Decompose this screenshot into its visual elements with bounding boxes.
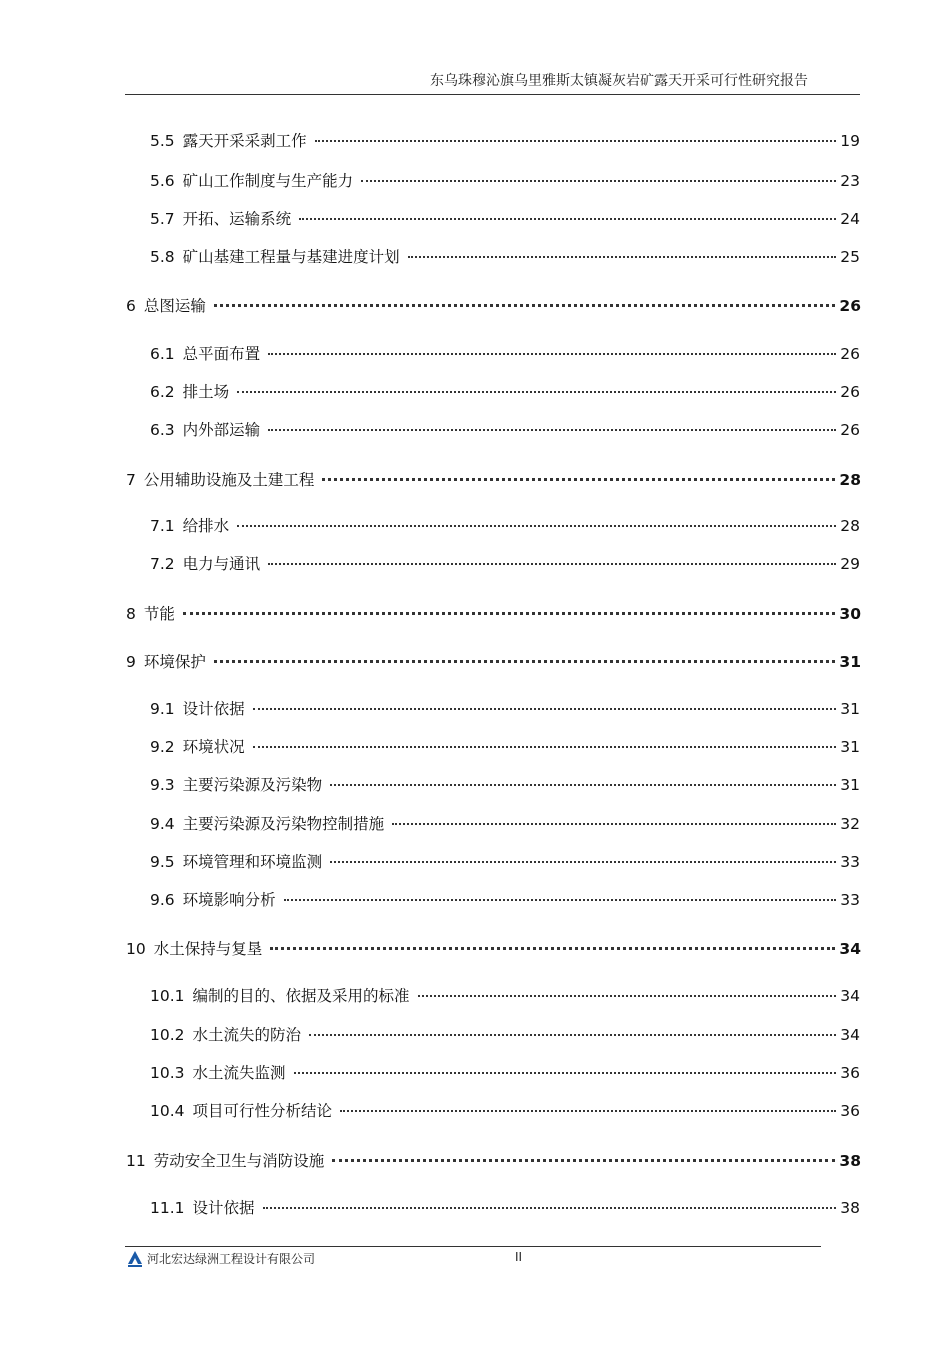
toc-entry-page: 31 <box>839 652 861 671</box>
toc-entry-page: 23 <box>840 171 860 190</box>
toc-entry-label: 矿山基建工程量与基建进度计划 <box>182 247 400 266</box>
toc-entry-number: 7.1 <box>150 516 175 535</box>
toc-dot-leader <box>268 547 836 565</box>
toc-entry-number: 7.2 <box>150 554 175 573</box>
toc-entry-page: 34 <box>840 1025 860 1044</box>
toc-chapter-entry[interactable] <box>126 292 861 316</box>
toc-section-entry[interactable] <box>150 341 860 364</box>
toc-entry-number: 9.2 <box>150 737 175 756</box>
toc-entry-number: 6.3 <box>150 420 175 439</box>
toc-dot-leader <box>253 692 837 710</box>
toc-section-entry[interactable] <box>150 206 860 229</box>
toc-entry-number: 9.5 <box>150 852 175 871</box>
toc-dot-leader <box>270 931 835 950</box>
toc-section-entry[interactable] <box>150 811 860 834</box>
toc-entry-page: 38 <box>839 1151 861 1170</box>
toc-section-entry[interactable] <box>150 1195 860 1218</box>
toc-entry-label: 电力与通讯 <box>182 554 261 573</box>
toc-entry-page: 38 <box>840 1198 860 1217</box>
toc-entry-page: 33 <box>840 890 860 909</box>
toc-entry-number: 10.4 <box>150 1101 185 1120</box>
toc-entry-page: 26 <box>839 296 861 315</box>
toc-dot-leader <box>315 124 837 142</box>
toc-entry-label: 水土流失监测 <box>192 1063 286 1082</box>
toc-entry-label: 设计依据 <box>192 1198 255 1217</box>
toc-dot-leader <box>392 807 836 825</box>
toc-entry-page: 30 <box>839 604 861 623</box>
toc-entry-label: 公用辅助设施及土建工程 <box>143 470 315 489</box>
toc-entry-page: 31 <box>840 737 860 756</box>
toc-entry-page: 26 <box>840 344 860 363</box>
toc-entry-number: 9.3 <box>150 775 175 794</box>
toc-dot-leader <box>332 1143 835 1162</box>
toc-entry-page: 32 <box>840 814 860 833</box>
toc-dot-leader <box>237 375 836 393</box>
toc-entry-number: 9.6 <box>150 890 175 909</box>
toc-entry-label: 露天开采采剥工作 <box>182 131 307 150</box>
toc-entry-label: 项目可行性分析结论 <box>192 1101 333 1120</box>
toc-entry-number: 8 <box>126 604 136 623</box>
toc-section-entry[interactable] <box>150 772 860 795</box>
toc-entry-label: 内外部运输 <box>182 420 261 439</box>
toc-entry-label: 开拓、运输系统 <box>182 209 292 228</box>
toc-dot-leader <box>408 240 837 258</box>
toc-entry-number: 6 <box>126 296 136 315</box>
toc-entry-label: 节能 <box>143 604 175 623</box>
toc-entry-label: 环境状况 <box>182 737 245 756</box>
toc-entry-number: 10.3 <box>150 1063 185 1082</box>
toc-dot-leader <box>214 288 836 307</box>
toc-chapter-entry[interactable] <box>126 466 861 490</box>
toc-section-entry[interactable] <box>150 244 860 267</box>
toc-entry-number: 9 <box>126 652 136 671</box>
toc-dot-leader <box>268 413 836 431</box>
toc-entry-number: 10.2 <box>150 1025 185 1044</box>
toc-dot-leader <box>330 768 836 786</box>
toc-dot-leader <box>340 1094 836 1112</box>
toc-chapter-entry[interactable] <box>126 600 861 624</box>
company-name: 河北宏达绿洲工程设计有限公司 <box>147 1252 316 1266</box>
toc-entry-label: 矿山工作制度与生产能力 <box>182 171 354 190</box>
toc-section-entry[interactable] <box>150 1098 860 1121</box>
toc-dot-leader <box>418 979 837 997</box>
toc-section-entry[interactable] <box>150 887 860 910</box>
toc-dot-leader <box>284 883 837 901</box>
footer-divider <box>125 1246 821 1247</box>
toc-dot-leader <box>330 845 836 863</box>
toc-entry-label: 劳动安全卫生与消防设施 <box>153 1151 325 1170</box>
toc-entry-page: 34 <box>840 986 860 1005</box>
toc-section-entry[interactable] <box>150 379 860 402</box>
header-divider <box>125 94 860 95</box>
toc-entry-label: 设计依据 <box>182 699 245 718</box>
company-logo-icon <box>126 1250 144 1268</box>
toc-chapter-entry[interactable] <box>126 648 861 672</box>
toc-entry-page: 19 <box>840 131 860 150</box>
toc-section-entry[interactable] <box>150 983 860 1006</box>
toc-dot-leader <box>322 462 835 481</box>
toc-entry-page: 31 <box>840 775 860 794</box>
document-title: 东乌珠穆沁旗乌里雅斯太镇凝灰岩矿露天开采可行性研究报告 <box>430 73 808 89</box>
toc-entry-number: 9.1 <box>150 699 175 718</box>
toc-dot-leader <box>263 1191 837 1209</box>
toc-entry-label: 总平面布置 <box>182 344 261 363</box>
toc-entry-page: 26 <box>840 382 860 401</box>
toc-entry-number: 5.7 <box>150 209 175 228</box>
toc-entry-number: 7 <box>126 470 136 489</box>
toc-entry-page: 33 <box>840 852 860 871</box>
toc-dot-leader <box>183 596 836 615</box>
toc-section-entry[interactable] <box>150 1060 860 1083</box>
toc-entry-label: 环境保护 <box>143 652 206 671</box>
toc-entry-page: 34 <box>839 939 861 958</box>
toc-dot-leader <box>214 644 836 663</box>
toc-section-entry[interactable] <box>150 734 860 757</box>
toc-entry-label: 环境管理和环境监测 <box>182 852 323 871</box>
toc-entry-number: 11.1 <box>150 1198 185 1217</box>
toc-entry-number: 10 <box>126 939 146 958</box>
toc-chapter-entry[interactable] <box>126 935 861 959</box>
toc-chapter-entry[interactable] <box>126 1147 861 1171</box>
toc-entry-page: 24 <box>840 209 860 228</box>
toc-entry-number: 5.6 <box>150 171 175 190</box>
toc-entry-label: 给排水 <box>182 516 230 535</box>
toc-dot-leader <box>237 509 836 527</box>
toc-entry-label: 水土流失的防治 <box>192 1025 302 1044</box>
toc-entry-page: 25 <box>840 247 860 266</box>
toc-section-entry[interactable] <box>150 168 860 191</box>
toc-entry-page: 26 <box>840 420 860 439</box>
toc-entry-number: 10.1 <box>150 986 185 1005</box>
toc-entry-number: 9.4 <box>150 814 175 833</box>
toc-entry-page: 28 <box>839 470 861 489</box>
toc-entry-number: 5.5 <box>150 131 175 150</box>
toc-entry-number: 6.2 <box>150 382 175 401</box>
toc-entry-number: 11 <box>126 1151 146 1170</box>
toc-entry-page: 31 <box>840 699 860 718</box>
toc-entry-number: 6.1 <box>150 344 175 363</box>
toc-entry-page: 28 <box>840 516 860 535</box>
toc-entry-number: 5.8 <box>150 247 175 266</box>
toc-entry-label: 水土保持与复垦 <box>153 939 263 958</box>
page-number: II <box>515 1250 523 1264</box>
toc-entry-page: 36 <box>840 1101 860 1120</box>
toc-dot-leader <box>299 202 836 220</box>
toc-dot-leader <box>309 1018 836 1036</box>
toc-section-entry[interactable] <box>150 1022 860 1045</box>
toc-entry-label: 编制的目的、依据及采用的标准 <box>192 986 410 1005</box>
toc-section-entry[interactable] <box>150 128 860 151</box>
toc-section-entry[interactable] <box>150 513 860 536</box>
toc-entry-label: 主要污染源及污染物控制措施 <box>182 814 385 833</box>
toc-entry-page: 36 <box>840 1063 860 1082</box>
toc-entry-label: 主要污染源及污染物 <box>182 775 323 794</box>
toc-entry-label: 排土场 <box>182 382 230 401</box>
toc-dot-leader <box>294 1056 837 1074</box>
toc-dot-leader <box>361 164 836 182</box>
toc-dot-leader <box>268 337 836 355</box>
toc-dot-leader <box>253 730 837 748</box>
toc-section-entry[interactable] <box>150 417 860 440</box>
toc-entry-page: 29 <box>840 554 860 573</box>
toc-section-entry[interactable] <box>150 849 860 872</box>
toc-section-entry[interactable] <box>150 551 860 574</box>
toc-entry-label: 总图运输 <box>143 296 206 315</box>
toc-entry-label: 环境影响分析 <box>182 890 276 909</box>
toc-section-entry[interactable] <box>150 696 860 719</box>
